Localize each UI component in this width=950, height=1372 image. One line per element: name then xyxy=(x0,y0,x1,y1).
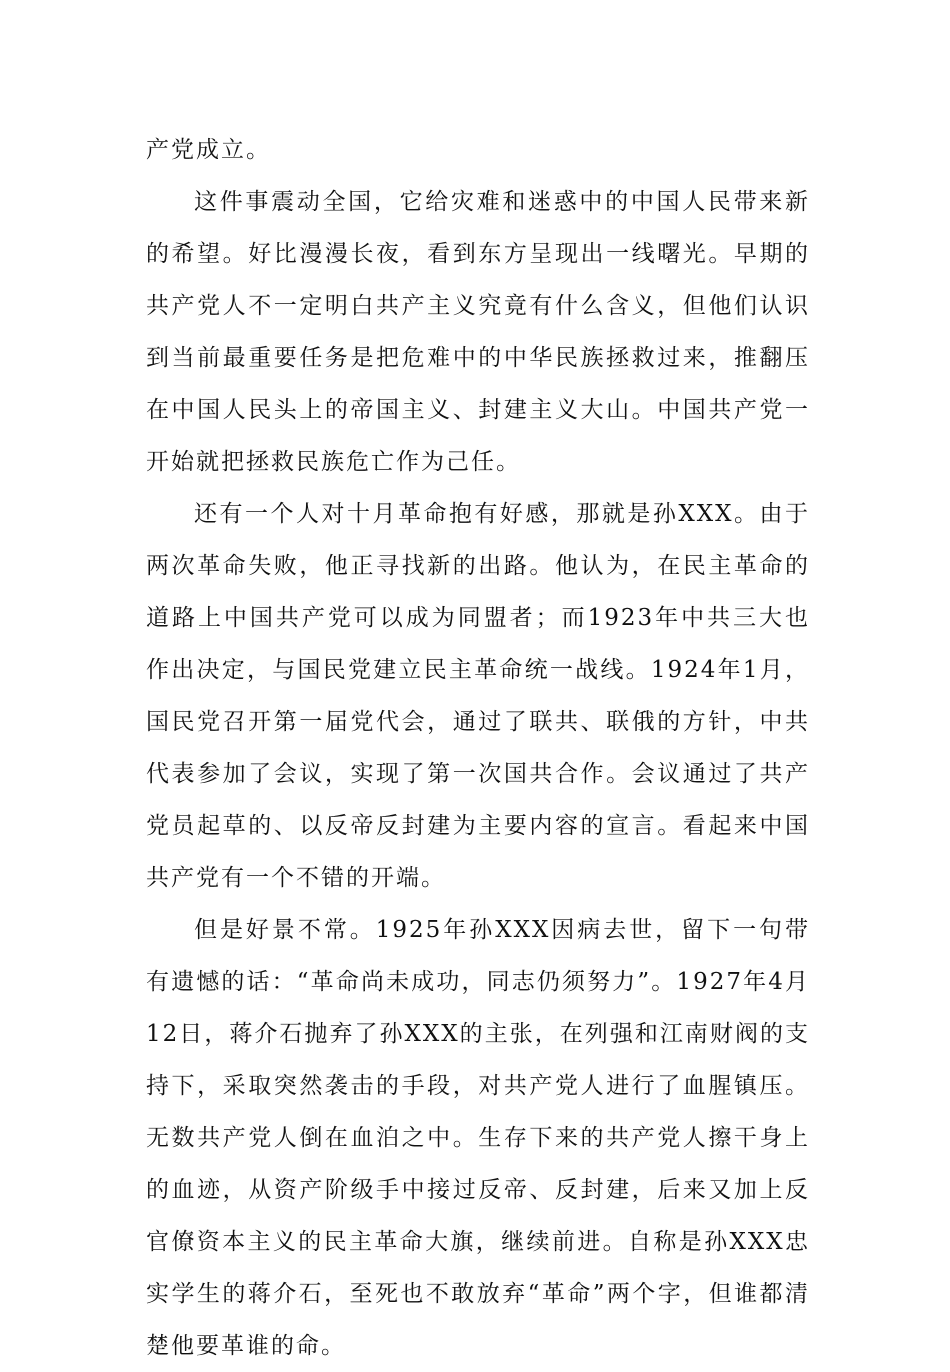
paragraph-continuation: 产党成立。 xyxy=(146,137,271,163)
paragraph: 这件事震动全国，它给灾难和迷惑中的中国人民带来新的希望。好比漫漫长夜，看到东方呈现出一线曙光。早期的共产党人不一定明白共产主义究竟有什么含义，但他们认识到当前最重要任务是把危难中的中华民族拯救过来，推翻压在中国人民头上的帝国主义、封建主义大山。中国共产党一开始就把拯救民族危亡作为己任。 xyxy=(146,189,810,475)
body-text xyxy=(146,124,810,1372)
paragraph: 还有一个人对十月革命抱有好感，那就是孙XXX。由于两次革命失败，他正寻找新的出路。他认为，在民主革命的道路上中国共产党可以成为同盟者；而1923年中共三大也作出决定，与国民党建立民主革命统一战线。1924年1月，国民党召开第一届党代会，通过了联共、联俄的方针，中共代表参加了会议，实现了第一次国共合作。会议通过了共产党员起草的、以反帝反封建为主要内容的宣言。看起来中国共产党有一个不错的开端。 xyxy=(146,501,810,891)
paragraph: 但是好景不常。1925年孙XXX因病去世，留下一句带有遗憾的话：“革命尚未成功，同志仍须努力”。1927年4月12日，蒋介石抛弃了孙XXX的主张，在列强和江南财阀的支持下，采取突然袭击的手段，对共产党人进行了血腥镇压。无数共产党人倒在血泊之中。生存下来的共产党人擦干身上的血迹，从资产阶级手中接过反帝、反封建，后来又加上反官僚资本主义的民主革命大旗，继续前进。自称是孙XXX忠实学生的蒋介石，至死也不敢放弃“革命”两个字，但谁都清楚他要革谁的命。 xyxy=(146,917,810,1359)
